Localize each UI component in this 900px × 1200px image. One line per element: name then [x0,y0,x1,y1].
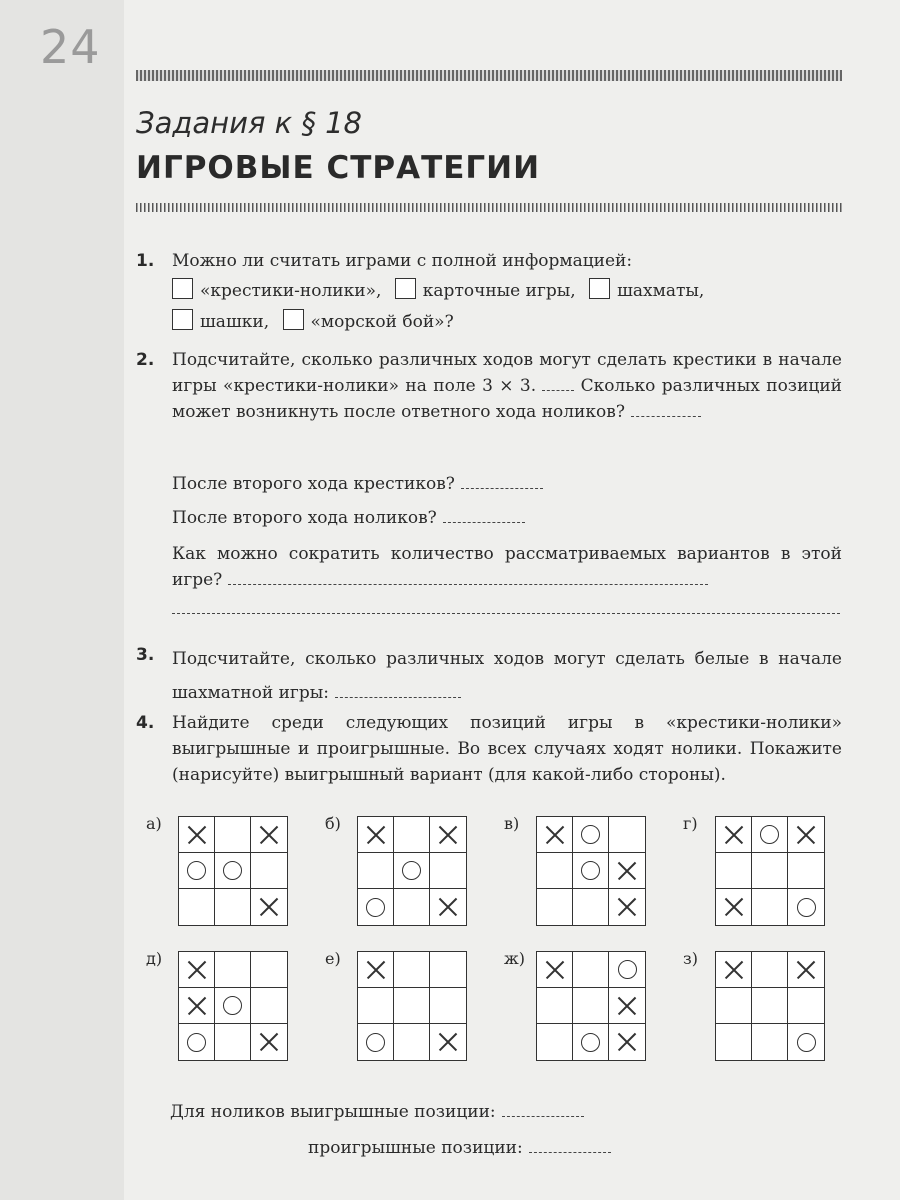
page-margin-band [0,0,124,1200]
board-cell[interactable] [215,988,251,1024]
board-cell[interactable] [716,889,752,925]
board-cell[interactable] [716,1024,752,1060]
board-cell[interactable] [788,952,824,988]
board-cell[interactable] [215,952,251,988]
nought-mark-icon [187,1033,206,1052]
question-4 [136,710,842,810]
board-cell[interactable] [573,889,609,925]
board-cell[interactable] [788,853,824,889]
tic-tac-toe-board [178,816,288,926]
board-cell[interactable] [573,952,609,988]
option-label: шашки, [200,312,270,332]
board-cell[interactable] [537,853,573,889]
checkbox[interactable] [589,278,610,299]
board-cell[interactable] [358,853,394,889]
cross-mark-icon [259,1032,279,1052]
answer-blank[interactable] [529,1138,611,1153]
option-row-1 [172,278,704,304]
board-cell[interactable] [251,988,287,1024]
board-cell[interactable] [716,817,752,853]
topic-title: ИГРОВЫЕ СТРАТЕГИИ [136,150,541,186]
tic-tac-toe-board [536,816,646,926]
answer-blank[interactable] [172,599,840,614]
nought-mark-icon [581,861,600,880]
board-cell[interactable] [430,952,466,988]
nought-mark-icon [581,825,600,844]
board-cell[interactable] [752,1024,788,1060]
board-cell[interactable] [430,817,466,853]
board-cell[interactable] [573,1024,609,1060]
losing-positions-line [308,1138,611,1158]
nought-mark-icon [797,898,816,917]
cross-mark-icon [617,861,637,881]
tic-tac-toe-board [536,951,646,1061]
board-cell[interactable] [609,853,645,889]
answer-blank[interactable] [461,474,543,489]
question-1 [136,248,842,338]
answer-blank[interactable] [443,508,525,523]
board-cell[interactable] [788,988,824,1024]
board-label: е) [325,949,341,968]
question-text: Найдите среди следующих позиций игры в «крестики-нолики» выигрышные и проигрышные. Во всех случаях ходят нолики. Покажите (нарисуйте) выигрышный вариант (для какой-либо стороны). [172,713,842,785]
cross-mark-icon [259,825,279,845]
winning-positions-label: Для ноликов выигрышные позиции: [170,1102,496,1122]
board-cell[interactable] [394,1024,430,1060]
question-3 [136,642,842,702]
board-cell[interactable] [752,952,788,988]
sub-question [172,541,842,593]
board-cell[interactable] [752,889,788,925]
cross-mark-icon [545,825,565,845]
winning-positions-line [170,1102,584,1122]
board-cell[interactable] [358,889,394,925]
sub-question [172,471,543,497]
board-cell[interactable] [179,853,215,889]
answer-blank[interactable] [502,1102,584,1117]
tic-tac-toe-board [715,951,825,1061]
board-cell[interactable] [573,988,609,1024]
board-cell[interactable] [716,853,752,889]
question-text [172,642,842,710]
nought-mark-icon [187,861,206,880]
question-number: 1. [136,251,155,271]
board-cell[interactable] [537,1024,573,1060]
board-cell[interactable] [537,988,573,1024]
board-cell[interactable] [609,889,645,925]
nought-mark-icon [618,960,637,979]
board-cell[interactable] [394,889,430,925]
board-cell[interactable] [179,1024,215,1060]
cross-mark-icon [259,897,279,917]
board-cell[interactable] [251,817,287,853]
board-label: а) [146,814,162,833]
board-cell[interactable] [752,988,788,1024]
cross-mark-icon [187,825,207,845]
option-row-2 [172,309,454,335]
cross-mark-icon [724,897,744,917]
board-cell[interactable] [215,853,251,889]
board-cell[interactable] [573,817,609,853]
board-cell[interactable] [537,889,573,925]
board-cell[interactable] [430,889,466,925]
board-cell[interactable] [609,952,645,988]
board-cell[interactable] [788,889,824,925]
cross-mark-icon [438,825,458,845]
answer-blank[interactable] [631,402,701,417]
tic-tac-toe-board [357,951,467,1061]
board-cell[interactable] [179,889,215,925]
cross-mark-icon [617,1032,637,1052]
board-cell[interactable] [394,817,430,853]
board-cell[interactable] [358,817,394,853]
board-cell[interactable] [215,817,251,853]
board-cell[interactable] [537,952,573,988]
board-cell[interactable] [394,853,430,889]
board-label: в) [504,814,520,833]
cross-mark-icon [617,996,637,1016]
nought-mark-icon [223,996,242,1015]
tic-tac-toe-board [715,816,825,926]
board-cell[interactable] [788,817,824,853]
cross-mark-icon [187,996,207,1016]
board-cell[interactable] [609,1024,645,1060]
answer-blank[interactable] [335,683,461,698]
question-2 [136,347,842,637]
answer-blank[interactable] [542,376,574,391]
question-text-part: Сколько различных позиций может возникнуть после ответного хода ноликов? [172,376,842,422]
cross-mark-icon [724,960,744,980]
sub-question-text: Как можно сократить количество рассматриваемых вариантов в этой игре? [172,544,842,590]
board-cell[interactable] [752,853,788,889]
board-cell[interactable] [430,988,466,1024]
board-cell[interactable] [609,988,645,1024]
nought-mark-icon [797,1033,816,1052]
board-cell[interactable] [251,952,287,988]
option-label: «крестики-нолики», [200,281,382,301]
cross-mark-icon [796,960,816,980]
nought-mark-icon [760,825,779,844]
board-cell[interactable] [215,889,251,925]
board-cell[interactable] [251,889,287,925]
board-cell[interactable] [788,1024,824,1060]
board-cell[interactable] [537,817,573,853]
checkbox[interactable] [172,278,193,299]
question-text-part: Подсчитайте, сколько различных ходов могут сделать белые в начале шахматной игры: [172,649,842,703]
board-cell[interactable] [394,988,430,1024]
board-cell[interactable] [716,988,752,1024]
option-label: шахматы, [617,281,705,301]
sub-question-text: После второго хода ноликов? [172,508,437,528]
cross-mark-icon [617,897,637,917]
board-cell[interactable] [573,853,609,889]
board-label: г) [683,814,698,833]
cross-mark-icon [187,960,207,980]
tic-tac-toe-board [178,951,288,1061]
cross-mark-icon [545,960,565,980]
board-label: д) [146,949,163,968]
board-cell[interactable] [251,853,287,889]
cross-mark-icon [366,960,386,980]
cross-mark-icon [796,825,816,845]
page-number: 24 [40,20,101,74]
question-number: 3. [136,645,155,665]
board-cell[interactable] [358,988,394,1024]
cross-mark-icon [438,897,458,917]
tic-tac-toe-board [357,816,467,926]
cross-mark-icon [438,1032,458,1052]
board-cell[interactable] [430,1024,466,1060]
option-label: карточные игры, [422,281,576,301]
question-text: Можно ли считать играми с полной информацией: [172,251,633,271]
nought-mark-icon [581,1033,600,1052]
board-label: б) [325,814,341,833]
board-cell[interactable] [752,817,788,853]
board-cell[interactable] [716,952,752,988]
losing-positions-label: проигрышные позиции: [308,1138,523,1158]
question-text [172,347,842,425]
board-cell[interactable] [215,1024,251,1060]
section-title: Задания к § 18 [136,106,363,140]
board-cell[interactable] [251,1024,287,1060]
title-hatch-rule [136,203,842,212]
board-cell[interactable] [358,1024,394,1060]
nought-mark-icon [223,861,242,880]
board-cell[interactable] [609,817,645,853]
board-cell[interactable] [179,817,215,853]
sub-question-text: После второго хода крестиков? [172,474,455,494]
board-label: ж) [504,949,525,968]
question-number: 4. [136,713,155,733]
option-label: «морской бой»? [310,312,454,332]
checkbox[interactable] [283,309,304,330]
cross-mark-icon [724,825,744,845]
checkbox[interactable] [172,309,193,330]
sub-question [172,505,525,531]
board-cell[interactable] [430,853,466,889]
question-number: 2. [136,350,155,370]
cross-mark-icon [366,825,386,845]
question-text-part: Подсчитайте, сколько различных ходов могут сделать крестики в начале игры «крестики-нолики» на поле 3 × 3. [172,350,842,396]
header-rule [136,70,842,81]
nought-mark-icon [366,1033,385,1052]
nought-mark-icon [402,861,421,880]
board-cell[interactable] [179,988,215,1024]
board-cell[interactable] [179,952,215,988]
nought-mark-icon [366,898,385,917]
board-cell[interactable] [394,952,430,988]
checkbox[interactable] [395,278,416,299]
answer-blank[interactable] [228,570,708,585]
board-cell[interactable] [358,952,394,988]
board-label: з) [683,949,698,968]
